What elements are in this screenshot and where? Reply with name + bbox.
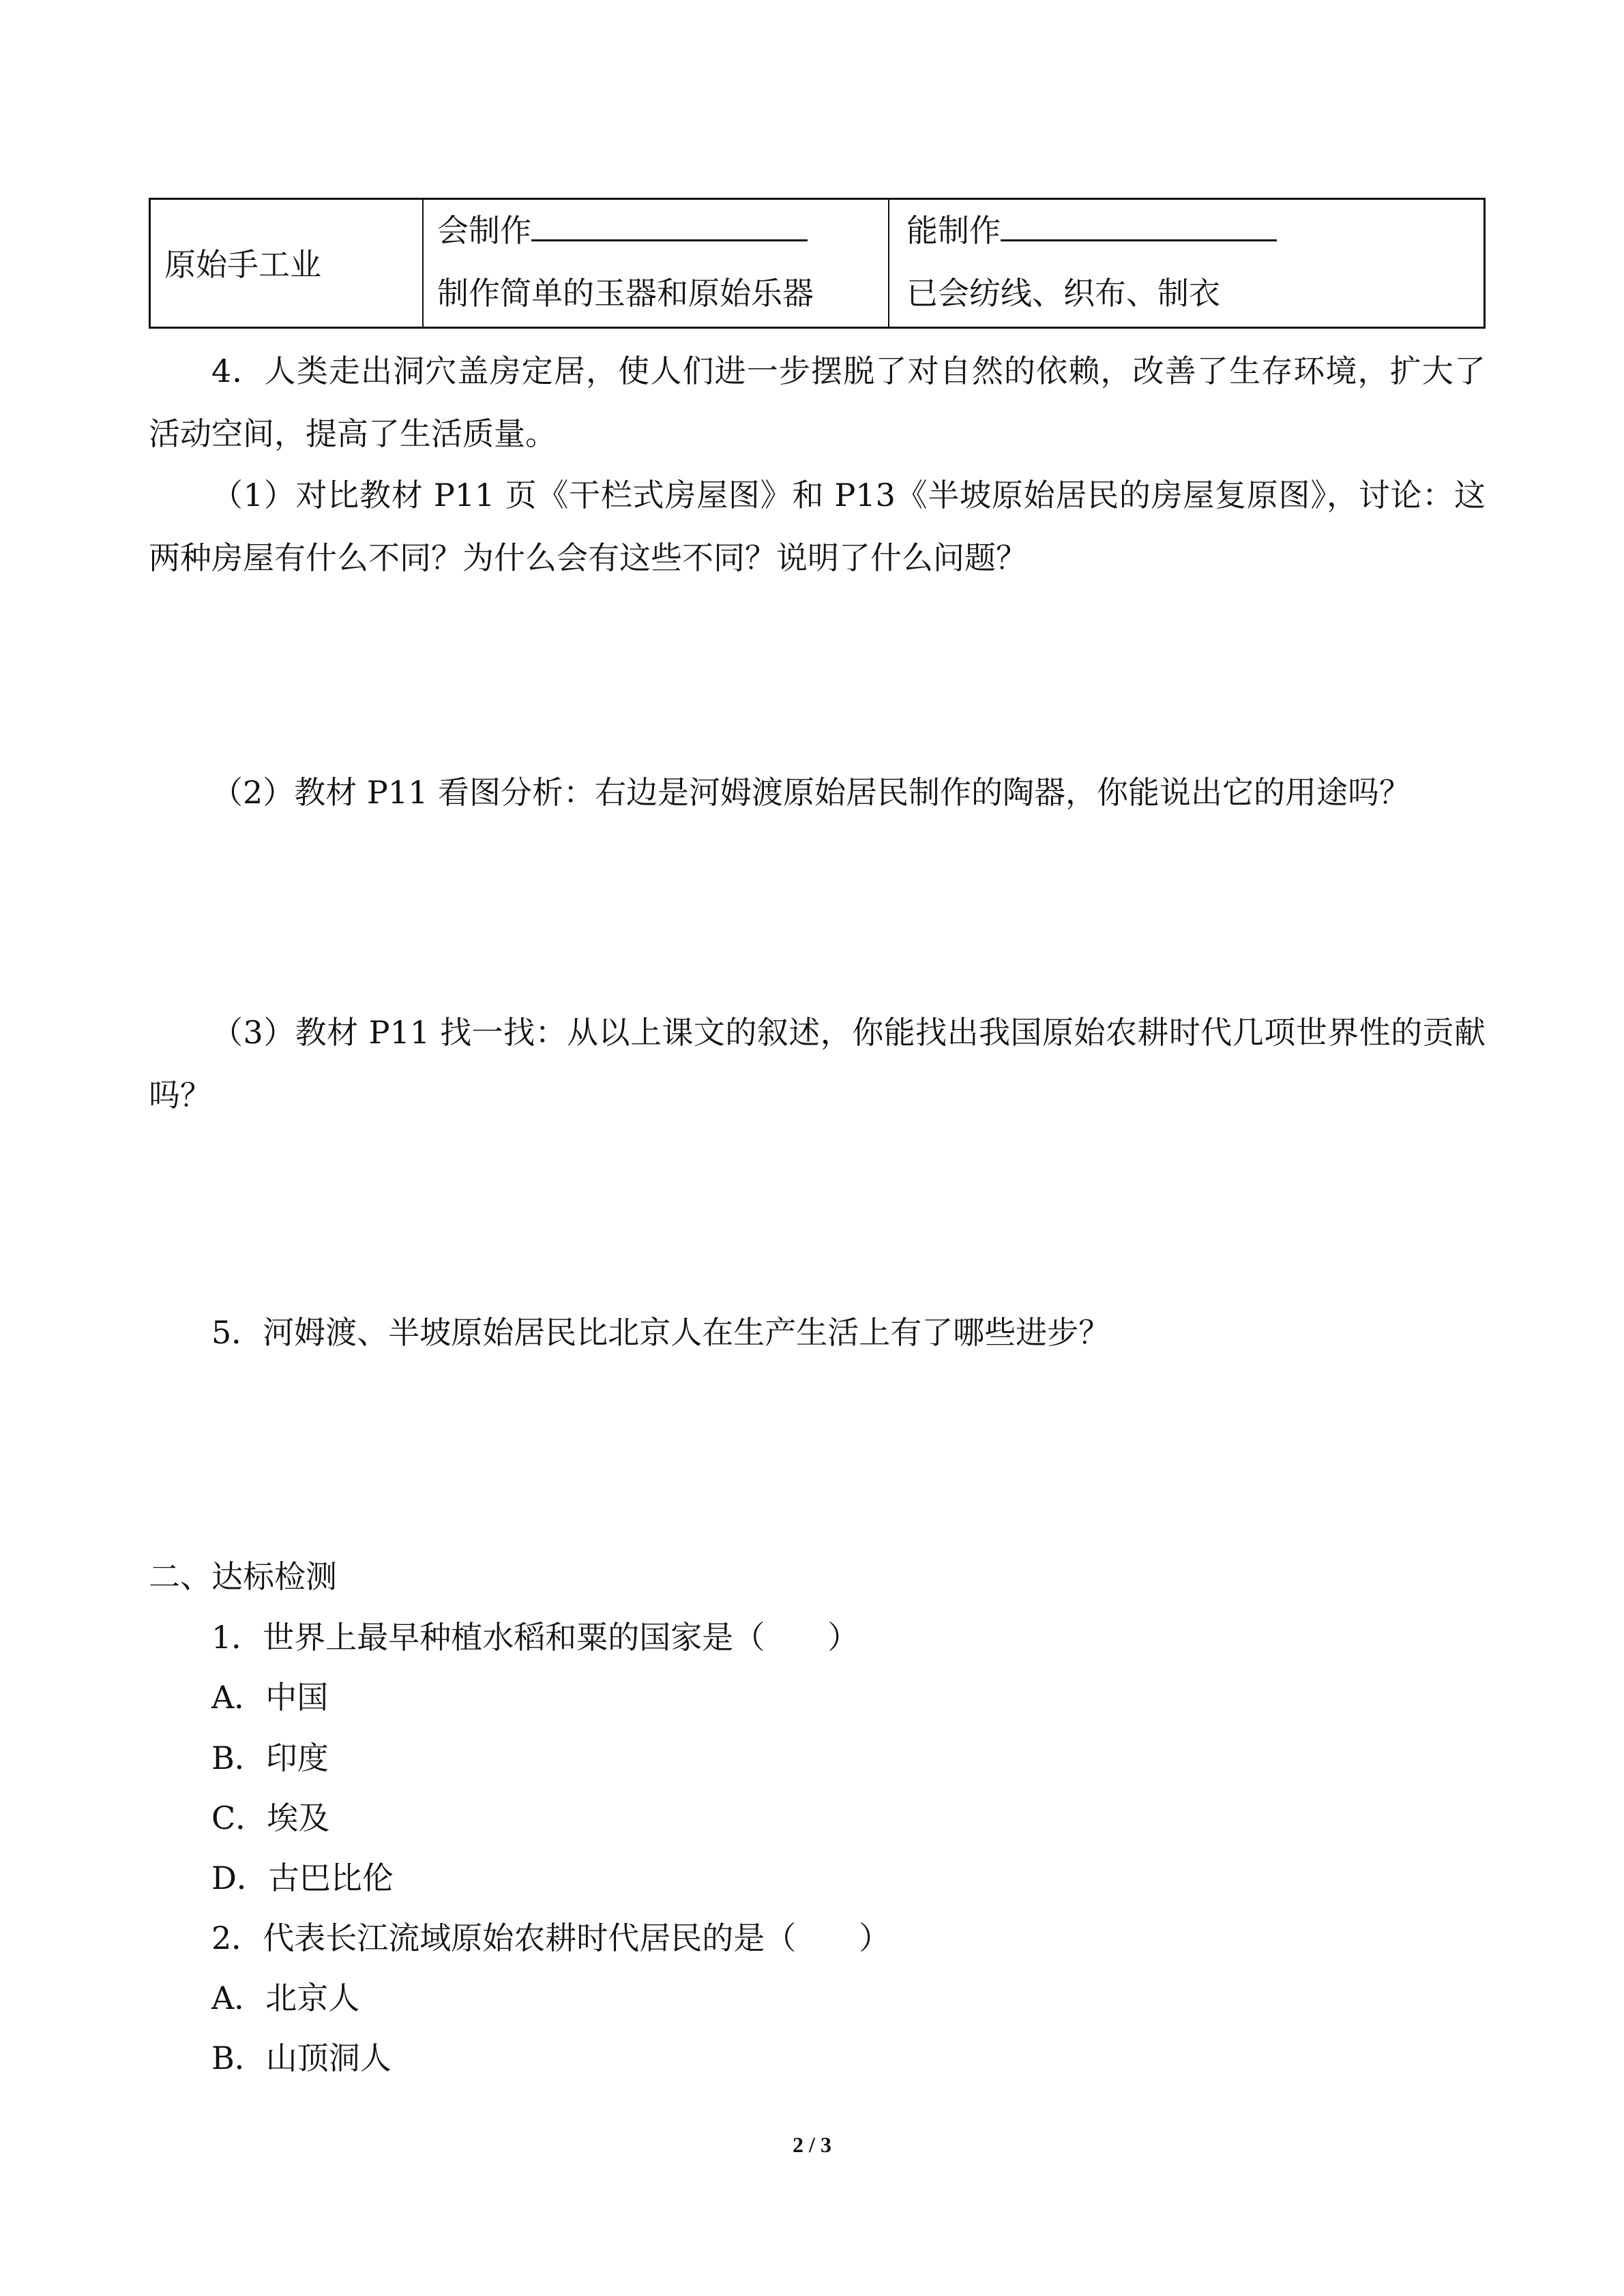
quiz-2-option-b[interactable]: B．山顶洞人 [211, 2040, 392, 2076]
quiz-1-option-c[interactable]: C．埃及 [211, 1800, 330, 1836]
fill-blank[interactable] [1001, 211, 1277, 241]
quiz-2-option-a[interactable]: A．北京人 [211, 1980, 360, 2016]
page-number: 2 / 3 [793, 2132, 831, 2157]
quiz-question-1: 1．世界上最早种植水稻和粟的国家是（ ） [211, 1619, 859, 1656]
table-row-label: 原始手工业 [164, 246, 321, 283]
question-5: 5．河姆渡、半坡原始居民比北京人在生产生活上有了哪些进步？ [211, 1314, 1110, 1351]
table-cell-col1-line2: 制作简单的玉器和原始乐器 [437, 275, 814, 312]
quiz-1-option-d[interactable]: D．古巴比伦 [211, 1860, 394, 1896]
quiz-1-option-a[interactable]: A．中国 [211, 1679, 329, 1716]
question-4-part-3: （3）教材 P11 找一找：从以上课文的叙述，你能找出我国原始农耕时代几项世界性的贡献吗？ [149, 1014, 1486, 1114]
question-4: 4．人类走出洞穴盖房定居，使人们进一步摆脱了对自然的依赖，改善了生存环境，扩大了活动空间，提高了生活质量。 [149, 353, 1486, 452]
handicraft-table [149, 198, 1486, 329]
table-divider [422, 200, 424, 327]
section-2-title: 二、达标检测 [149, 1558, 337, 1595]
quiz-question-2: 2．代表长江流域原始农耕时代居民的是（ ） [211, 1920, 891, 1956]
table-cell-col1-line1: 会制作 [437, 210, 808, 251]
question-4-part-2: （2）教材 P11 看图分析：右边是河姆渡原始居民制作的陶器，你能说出它的用途吗？ [211, 774, 1411, 811]
table-divider [888, 200, 889, 327]
quiz-1-option-b[interactable]: B．印度 [211, 1740, 329, 1776]
fill-blank[interactable] [531, 211, 808, 241]
table-cell-col2-line2: 已会纺线、织布、制衣 [906, 275, 1220, 312]
question-4-part-1: （1）对比教材 P11 页《干栏式房屋图》和 P13《半坡原始居民的房屋复原图》，讨论：这两种房屋有什么不同？为什么会有这些不同？说明了什么问题？ [149, 477, 1486, 576]
table-cell-col2-line1: 能制作 [906, 210, 1277, 251]
